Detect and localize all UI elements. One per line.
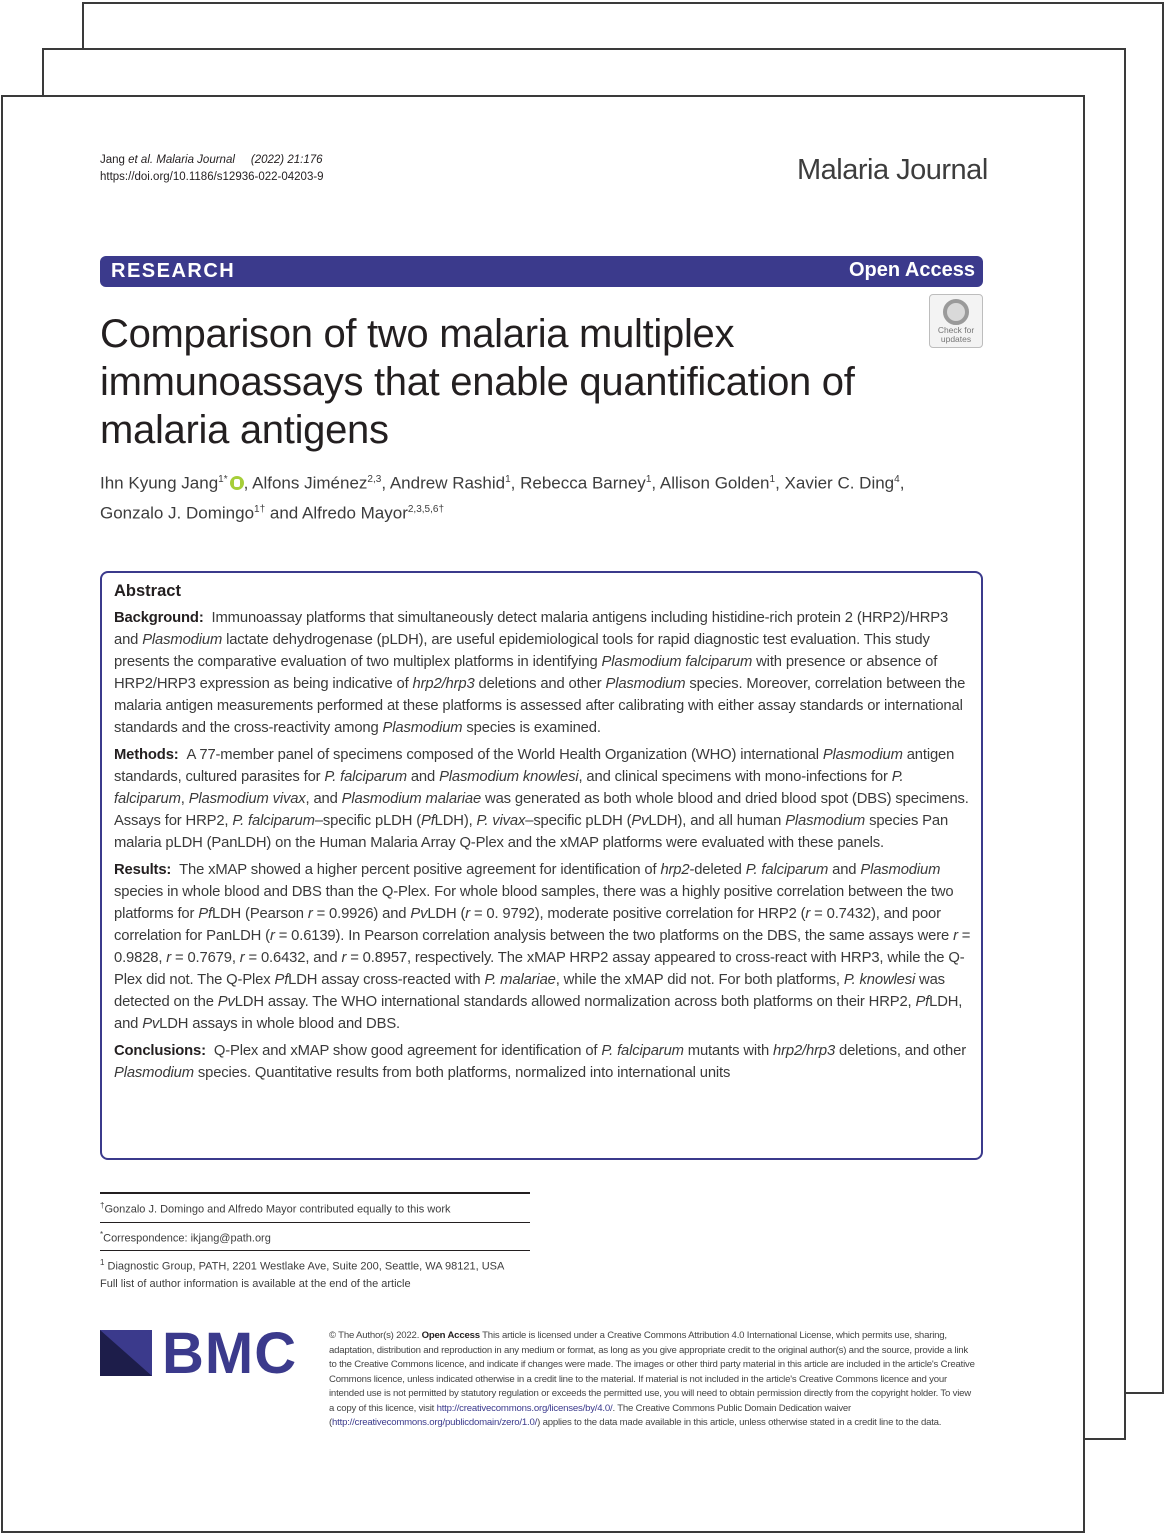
author-separator: , — [510, 473, 521, 493]
abstract-heading: Abstract — [114, 582, 181, 600]
author-list: Ihn Kyung Jang$^{1*}$ , Alfons Jiménez$^{2,3}$, Andrew Rashid$^1$, Rebecca Barney$^1$, Allison Golden$^1$, Xavier C. Ding$^4$, Gonzalo J. Domingo$^{1\dagger}$ and Alfredo Mayor$^{2,3,5,6\dagger}$ — [100, 473, 905, 523]
public-domain-link[interactable]: http://creativecommons.org/publicdomain/zero/1.0/ — [332, 1417, 538, 1428]
footnotes — [100, 1192, 530, 1294]
citation-header — [100, 152, 324, 186]
abstract-background: Background: Immunoassay platforms that simultaneously detect malaria antigens including histidine-rich protein 2 (HRP2)/HRP3 and Plasmodium lactate dehydrogenase (pLDH), are useful epidemiological tools for rapid diagnostic test evaluation. This study presents the comparative evaluation of two multiplex platforms in identifying Plasmodium falciparum with presence or absence of HRP2/HRP3 expression as being indicative of hrp2/hrp3 deletions and other Plasmodium species. Moreover, correlation between the malaria antigen measurements performed at these platforms is assessed after calibrating with either assay standards or international standards and the cross-reactivity among Plasmodium species is examined. — [114, 610, 966, 736]
article-type-banner — [100, 256, 983, 287]
author-name[interactable]: Alfredo Mayor — [302, 503, 408, 523]
journal-name: Malaria Journal — [797, 154, 988, 186]
results-label: Results: — [114, 862, 172, 878]
abstract-results: Results: The xMAP showed a higher percent positive agreement for identification of hrp2-deleted P. falciparum and Plasmodium species in whole blood and DBS than the Q-Plex. For whole blood samples, there was a highly positive correlation between the two platforms for PfLDH (Pearson r = 0.9926) and PvLDH (r = 0. 9792), moderate positive correlation for HRP2 (r = 0.7432), and poor correlation for PanLDH (r = 0.6139). In Pearson correlation analysis between the two platforms on the DBS, the same assays were r = 0.9828, r = 0.7679, r = 0.6432, and r = 0.8957, respectively. The xMAP HRP2 assay appeared to cross-react with HRP3, while the Q-Plex did not. The Q-Plex PfLDH assay cross-reacted with P. malariae, while the xMAP did not. For both platforms, P. knowlesi was detected on the PvLDH assay. The WHO international standards allowed normalization across both platforms on their HRP2, PfLDH, and PvLDH assays in whole blood and DBS. — [114, 862, 971, 1032]
bmc-logo — [100, 1321, 300, 1386]
citation-line — [100, 152, 324, 169]
article-title: Comparison of two malaria multiplex immunoassays that enable quantification of malaria antigens — [100, 312, 855, 452]
conclusions-label: Conclusions: — [114, 1043, 206, 1059]
check-updates-line1: Check for — [937, 325, 975, 335]
citation-journal: Malaria Journal — [156, 154, 235, 166]
license-link[interactable]: http://creativecommons.org/licenses/by/4.0/ — [436, 1402, 613, 1414]
abstract-conclusions: Conclusions: Q-Plex and xMAP show good agreement for identification of P. falciparum mutants with hrp2/hrp3 deletions, and other Plasmodium species. Quantitative results from both platforms, normalized into international units — [114, 1043, 966, 1081]
footnote-affiliation: $^1$ Diagnostic Group, PATH, 2201 Westlake Ave, Suite 200, Seattle, WA 98121, USA — [100, 1258, 505, 1273]
check-updates-line2: updates — [940, 334, 972, 344]
abstract-box — [100, 571, 983, 1160]
author-affiliation: 1 — [645, 474, 652, 485]
author-name[interactable]: Alfons Jiménez — [252, 473, 368, 493]
author-affiliation: 1† — [254, 503, 266, 515]
author-name[interactable]: Allison Golden — [659, 473, 770, 493]
citation-author: Jang — [100, 154, 125, 166]
author-name[interactable]: Xavier C. Ding — [784, 473, 895, 493]
author-name[interactable]: Andrew Rashid — [389, 473, 506, 493]
abstract-methods: Methods: A 77-member panel of specimens composed of the World Health Organization (WHO) international Plasmodium antigen standards, cultured parasites for P. falciparum and Plasmodium knowlesi, and clinical specimens with mono-infections for P. falciparum, Plasmodium vivax, and Plasmodium malariae was generated as both whole blood and dried blood spot (DBS) specimens. Assays for HRP2, P. falciparum–specific pLDH (PfLDH), P. vivax–specific pLDH (PvLDH), and all human Plasmodium species Pan malaria pLDH (PanLDH) on the Human Malaria Array Q-Plex and the xMAP platforms were evaluated with these panels. — [114, 747, 969, 851]
author-affiliation: 2,3 — [367, 474, 382, 485]
author-separator: , — [243, 473, 253, 493]
author-separator-and: and — [265, 503, 303, 523]
author-separator: , — [775, 473, 785, 493]
check-for-updates-badge[interactable] — [929, 294, 983, 348]
author-name[interactable]: Ihn Kyung Jang — [100, 473, 219, 493]
open-access-term: Open Access — [421, 1330, 480, 1341]
background-label: Background: — [114, 610, 204, 626]
footnote-full-list: Full list of author information is available at the end of the article — [100, 1277, 411, 1290]
author-affiliation: 1* — [218, 474, 228, 485]
author-separator: , — [381, 473, 390, 493]
article-type-label: RESEARCH — [111, 260, 236, 282]
license-statement: © The Author(s) 2022. Open Access This article is licensed under a Creative Commons Attribution 4.0 International License, which permits use, sharing, adaptation, distribution and reproduction in any medium or format, as long as you give appropriate credit to the original author(s) and the source, provide a link to the Creative Commons licence, and indicate if changes were made. The images or other third party material in this article are included in the article's Creative Commons licence, unless indicated otherwise in a credit line to the material. If material is not included in the article's Creative Commons licence and your intended use is not permitted by statutory regulation or exceeds the permitted use, you will need to obtain permission directly from the copyright holder. To view a copy of this licence, visit http://creativecommons.org/licenses/by/4.0/. The Creative Commons Public Domain Dedication waiver (http://creativecommons.org/publicdomain/zero/1.0/) applies to the data made available in this article, unless otherwise stated in a credit line to the data. — [329, 1330, 975, 1428]
author-name[interactable]: Rebecca Barney — [520, 473, 646, 493]
author-affiliation: 1 — [505, 474, 511, 485]
author-name[interactable]: Gonzalo J. Domingo — [100, 503, 255, 523]
methods-label: Methods: — [114, 747, 179, 763]
doi-link[interactable]: https://doi.org/10.1186/s12936-022-04203-9 — [100, 171, 324, 183]
open-access-label: Open Access — [849, 259, 975, 281]
footnote-equal-contribution: †Gonzalo J. Domingo and Alfredo Mayor contributed equally to this work — [100, 1198, 530, 1223]
bmc-logo-text: BMC — [162, 1321, 298, 1386]
orcid-icon[interactable] — [230, 476, 244, 490]
citation-volume: (2022) 21:176 — [250, 154, 323, 166]
citation-etal: et al. — [128, 154, 154, 166]
footnote-rule — [100, 1192, 530, 1194]
author-affiliation: 2,3,5,6† — [407, 503, 445, 515]
author-affiliation: 1 — [769, 474, 776, 485]
bmc-logo-triangle — [100, 1330, 152, 1376]
footnote-correspondence: *Correspondence: ikjang@path.org — [100, 1227, 530, 1252]
check-updates-text — [930, 326, 982, 344]
author-separator: , — [651, 473, 660, 493]
author-affiliation: 4 — [894, 474, 900, 485]
check-updates-icon — [943, 299, 969, 325]
